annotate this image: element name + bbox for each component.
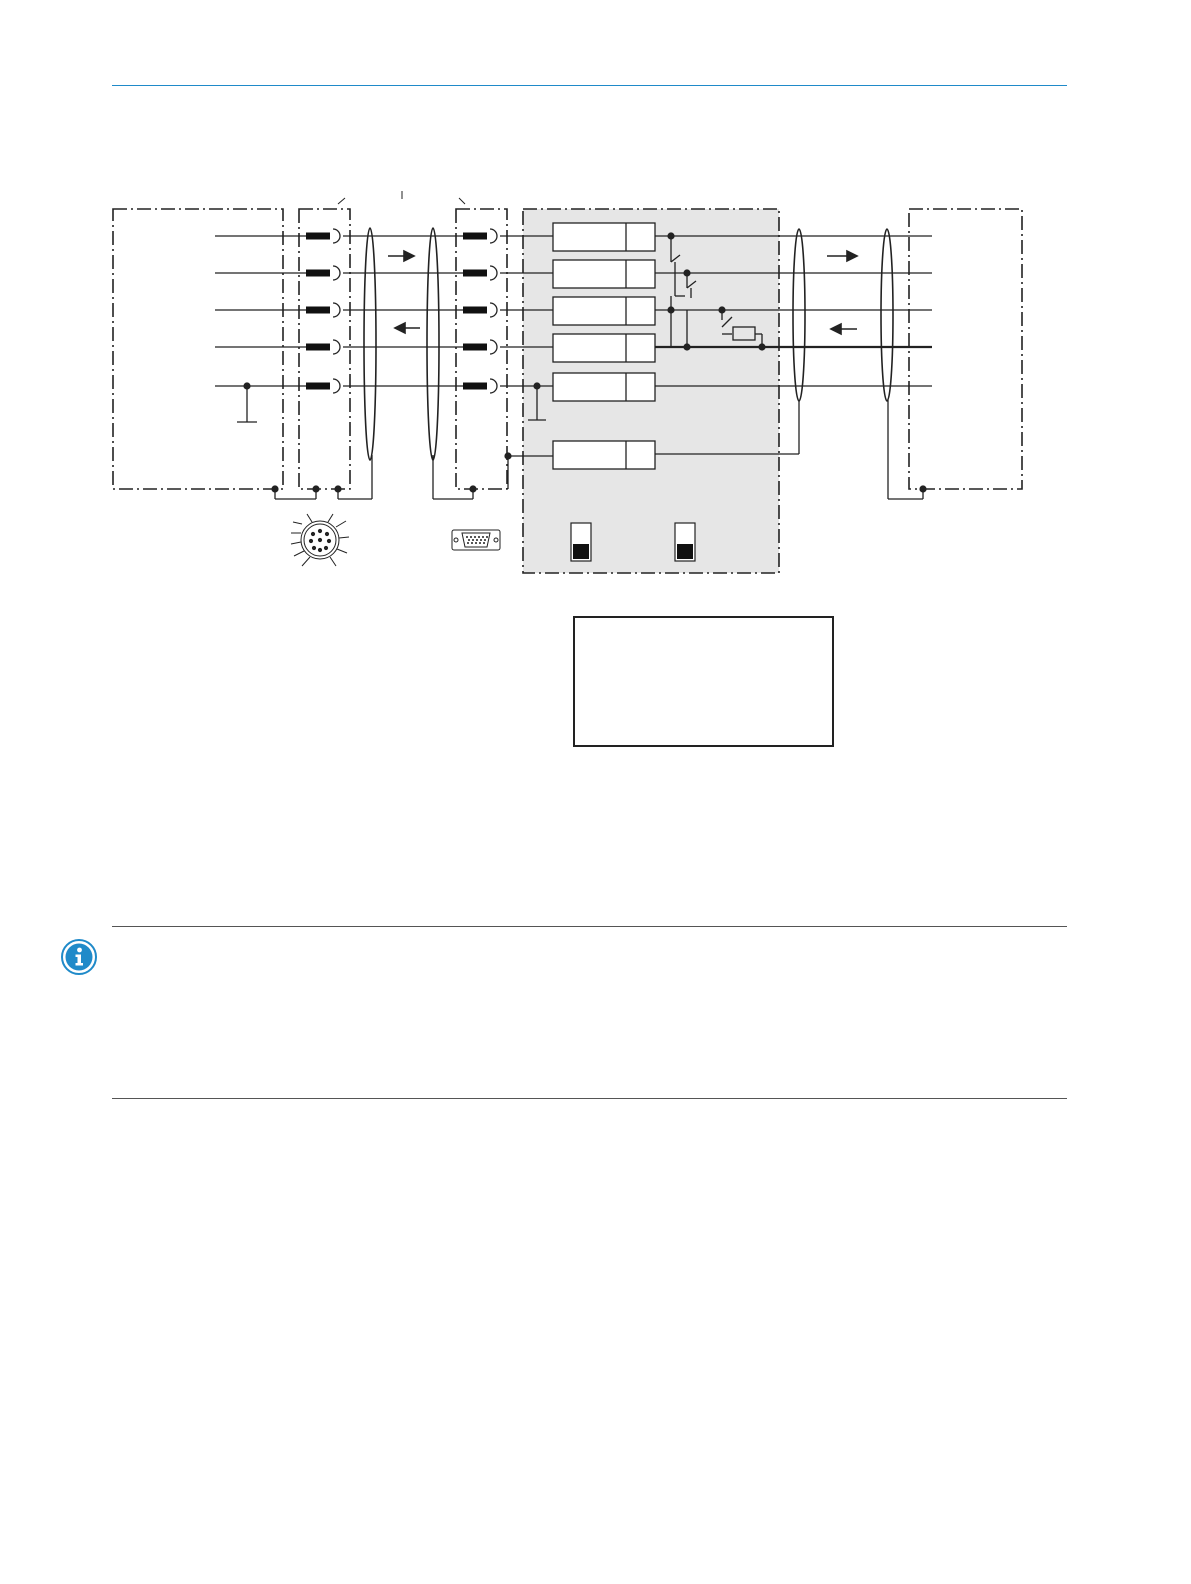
- terminal-block: [553, 441, 655, 469]
- info-icon: [60, 938, 98, 976]
- terminal-block: [553, 334, 655, 362]
- connector-pin: [463, 344, 487, 351]
- connector-socket: [490, 303, 497, 317]
- termination-resistor: [733, 327, 755, 340]
- connector-pin: [306, 344, 330, 351]
- connector-pin: [463, 307, 487, 314]
- connector-pin: [463, 270, 487, 277]
- note-divider-bottom: [112, 1098, 1067, 1099]
- connector-socket: [333, 266, 340, 280]
- connector-socket: [490, 229, 497, 243]
- connector-socket: [333, 340, 340, 354]
- connector-pin: [306, 233, 330, 240]
- connector-pin: [306, 307, 330, 314]
- legend-box: [573, 616, 834, 747]
- connector-socket: [490, 340, 497, 354]
- connector-pin: [463, 383, 487, 390]
- dip-switch-icon: [675, 523, 695, 561]
- d-sub-connector-icon: [452, 530, 500, 550]
- connector-socket: [333, 229, 340, 243]
- connector-pin: [306, 383, 330, 390]
- connector-socket: [333, 379, 340, 393]
- circular-m12-connector-icon: [291, 514, 349, 566]
- cable-shield: [364, 228, 376, 460]
- cable-shield: [793, 229, 805, 401]
- terminal-block: [553, 297, 655, 325]
- connector-pin: [306, 270, 330, 277]
- connector-socket: [490, 379, 497, 393]
- left-device-box: [113, 209, 283, 489]
- cable-shield: [427, 228, 439, 460]
- terminal-block: [553, 260, 655, 288]
- dip-switch-icon: [571, 523, 591, 561]
- terminal-block: [553, 373, 655, 401]
- connector-socket: [490, 266, 497, 280]
- terminal-block: [553, 223, 655, 251]
- connector-socket: [333, 303, 340, 317]
- cable-shield: [881, 229, 893, 401]
- note-divider-top: [112, 926, 1067, 927]
- connector-pin: [463, 233, 487, 240]
- right-device-box: [909, 209, 1022, 489]
